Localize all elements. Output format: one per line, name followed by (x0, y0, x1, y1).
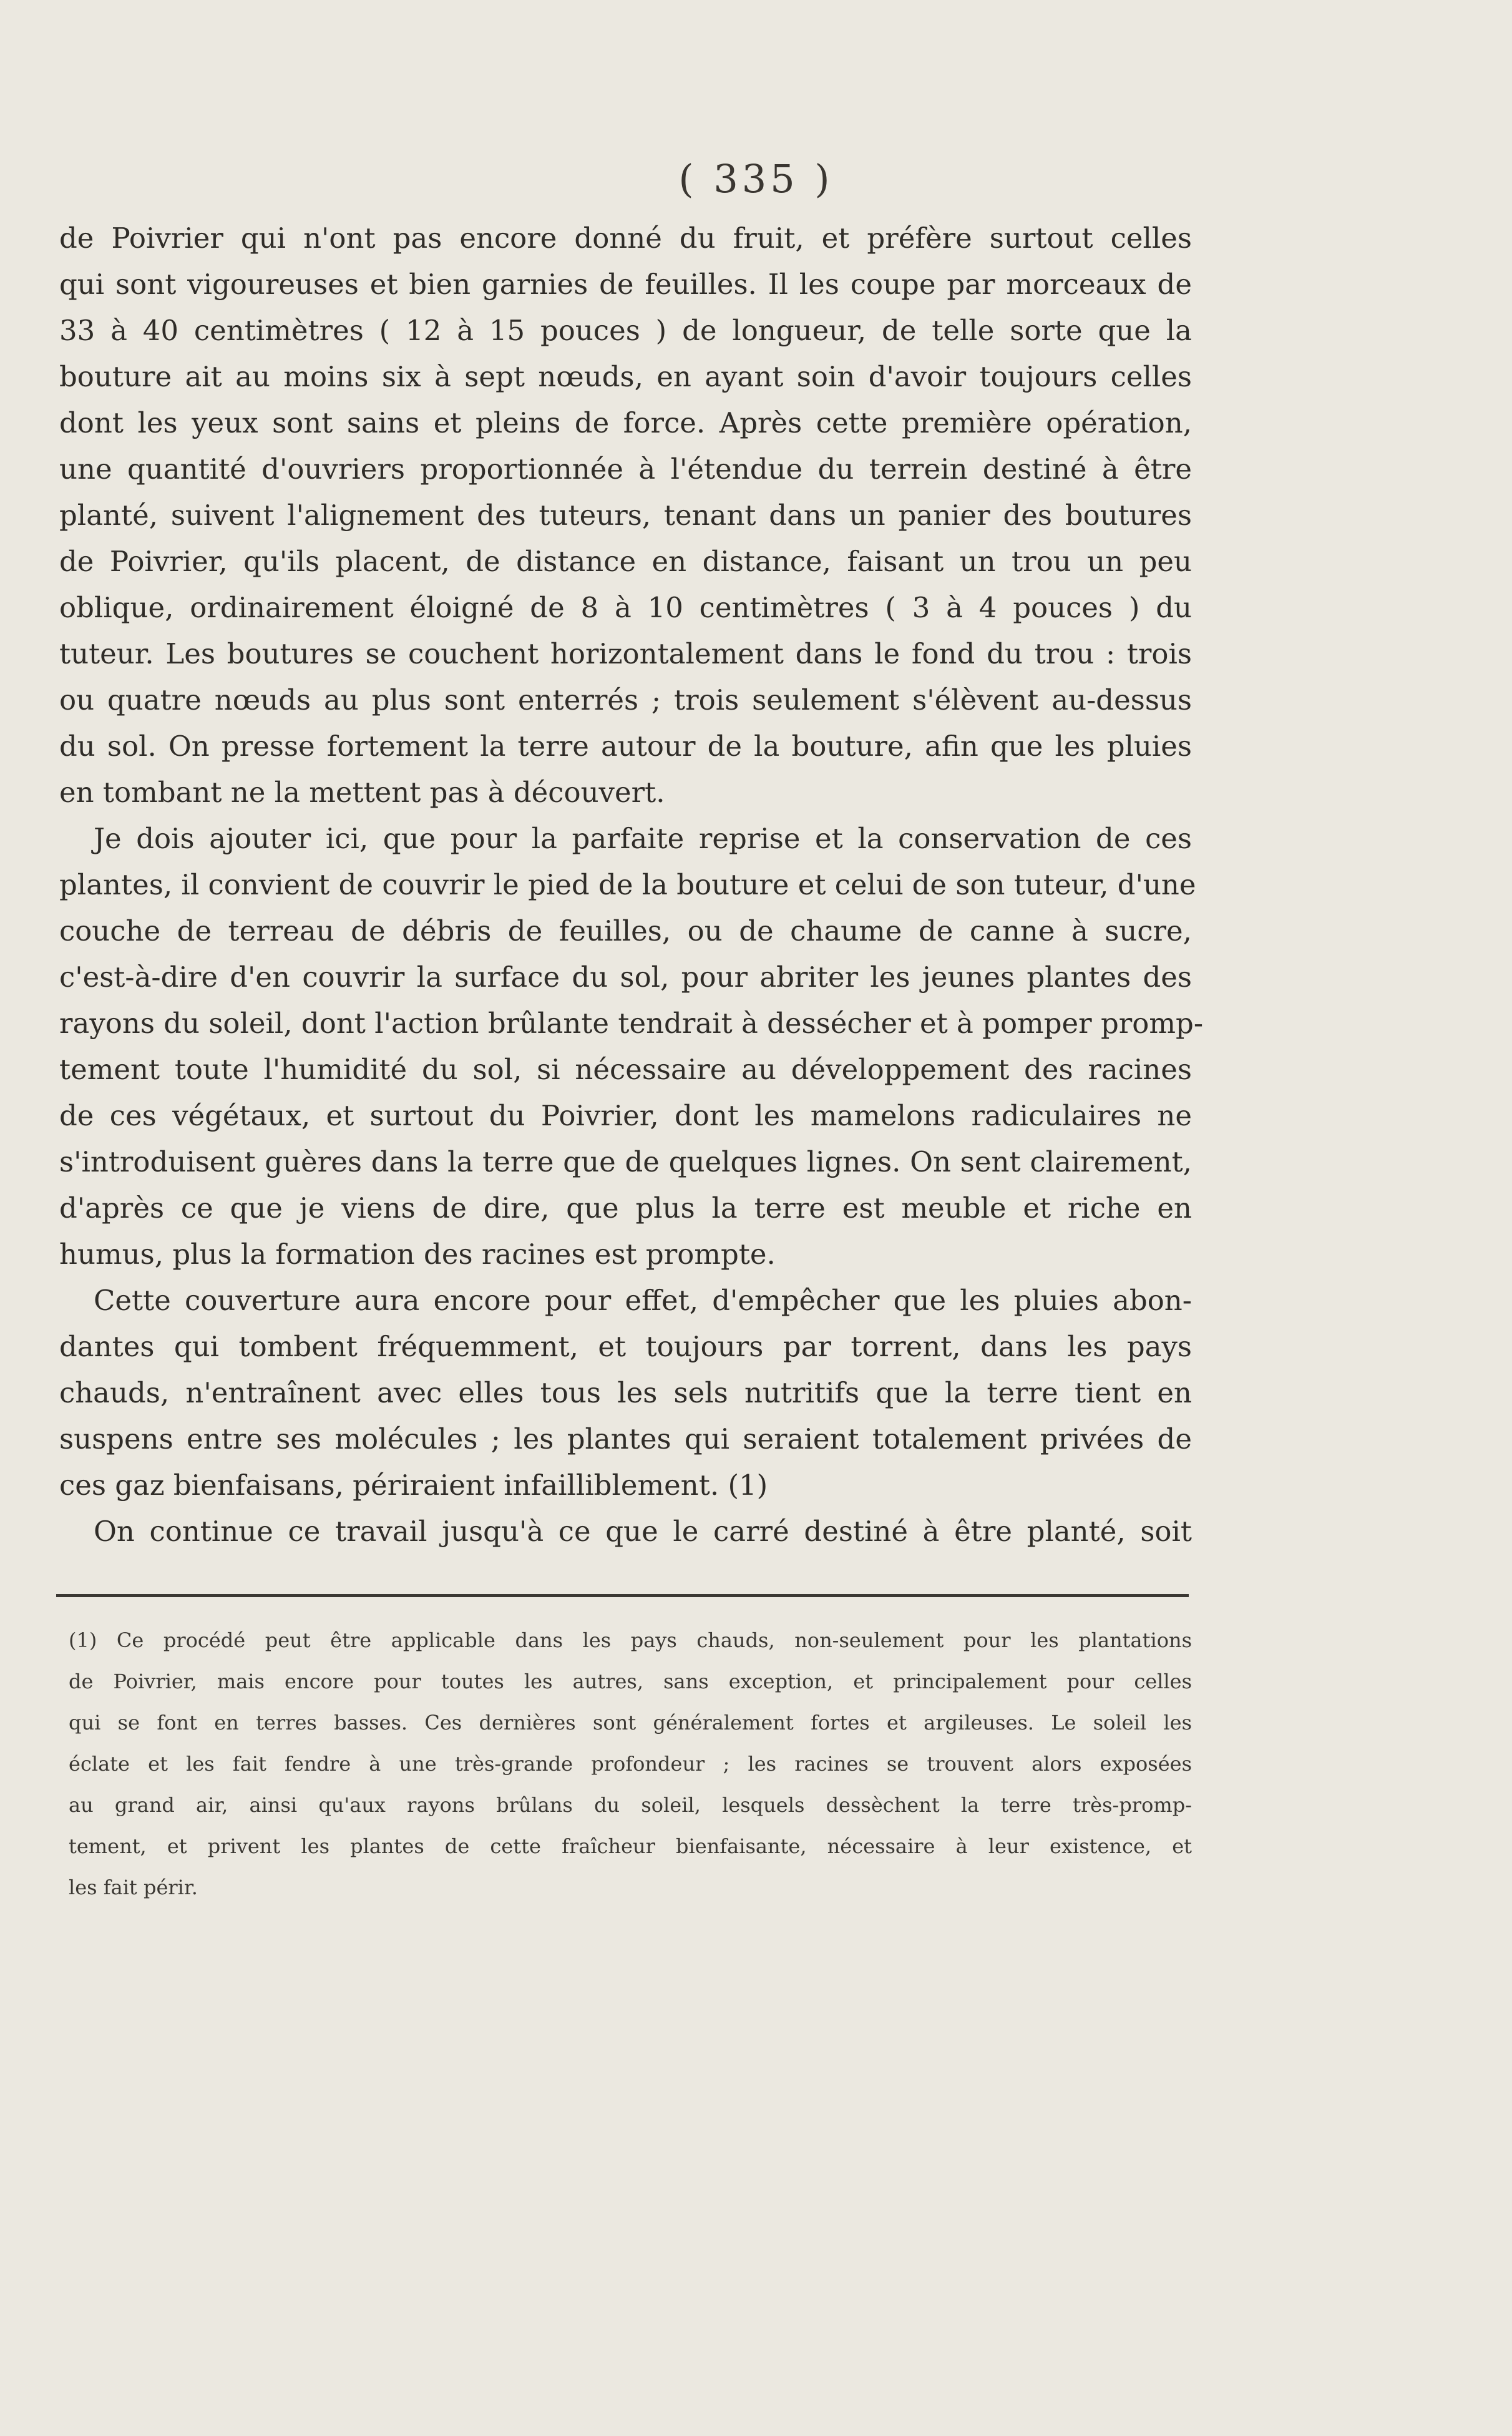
text-line: de Poivrier qui n'ont pas encore donné du fruit, et préfère surtout celles (59, 222, 1192, 255)
footnote-line: éclate et les fait fendre à une très-grande profondeur ; les racines se trouvent alors exposées (69, 1752, 1192, 1776)
text-line: oblique, ordinairement éloigné de 8 à 10 centimètres ( 3 à 4 pouces ) du (59, 591, 1192, 624)
body-text (59, 215, 1204, 1555)
text-line: chauds, n'entraînent avec elles tous les sels nutritifs que la terre tient en (59, 1376, 1192, 1409)
text-line: 33 à 40 centimètres ( 12 à 15 pouces ) de longueur, de telle sorte que la (59, 314, 1192, 347)
text-line: une quantité d'ouvriers proportionnée à l'étendue du terrein destiné à être (59, 452, 1192, 486)
text-line: s'introduisent guères dans la terre que de quelques lignes. On sent clairement, (59, 1145, 1192, 1178)
text-line: qui sont vigoureuses et bien garnies de feuilles. Il les coupe par morceaux de (59, 268, 1192, 301)
text-line: plantes, il convient de couvrir le pied de la bouture et celui de son tuteur, d'une (59, 868, 1196, 901)
footnote-line: tement, et privent les plantes de cette fraîcheur bienfaisante, nécessaire à leur existence, et (69, 1834, 1192, 1858)
paragraph-end-line: humus, plus la formation des racines est prompte. (59, 1238, 776, 1271)
text-line: c'est-à-dire d'en couvrir la surface du sol, pour abriter les jeunes plantes des (59, 961, 1192, 994)
footnote-line: qui se font en terres basses. Ces dernières sont généralement fortes et argileuses. Le soleil les (69, 1711, 1192, 1734)
text-line: du sol. On presse fortement la terre autour de la bouture, afin que les pluies (59, 730, 1192, 763)
paragraph-end-line: ces gaz bienfaisans, périraient infailliblement. (1) (59, 1469, 768, 1502)
text-line: rayons du soleil, dont l'action brûlante tendrait à dessécher et à pomper promp- (59, 1007, 1204, 1040)
text-line: tement toute l'humidité du sol, si nécessaire au développement des racines (59, 1053, 1192, 1086)
text-line: de Poivrier, qu'ils placent, de distance en distance, faisant un trou un peu (59, 545, 1192, 578)
footnote-line: au grand air, ainsi qu'aux rayons brûlans du soleil, lesquels dessèchent la terre très-promp- (69, 1793, 1192, 1817)
text-line: suspens entre ses molécules ; les plantes qui seraient totalement privées de (59, 1422, 1192, 1455)
text-line: bouture ait au moins six à sept nœuds, en ayant soin d'avoir toujours celles (59, 360, 1192, 393)
text-line: d'après ce que je viens de dire, que plus la terre est meuble et riche en (59, 1191, 1192, 1225)
paragraph-start-line: Je dois ajouter ici, que pour la parfaite reprise et la conservation de ces (94, 822, 1192, 855)
paragraph-end-line: en tombant ne la mettent pas à découvert. (59, 776, 665, 809)
text-line: tuteur. Les boutures se couchent horizontalement dans le fond du trou : trois (59, 637, 1192, 670)
paragraph-start-line: On continue ce travail jusqu'à ce que le carré destiné à être planté, soit (94, 1515, 1192, 1548)
text-line: dont les yeux sont sains et pleins de force. Après cette première opération, (59, 406, 1192, 439)
footnote-separator-rule (56, 1594, 1189, 1597)
text-line: couche de terreau de débris de feuilles, ou de chaume de canne à sucre, (59, 914, 1192, 947)
paragraph-start-line: Cette couverture aura encore pour effet, d'empêcher que les pluies abon- (94, 1284, 1192, 1317)
footnotes (69, 1620, 1192, 1908)
footnote-line: de Poivrier, mais encore pour toutes les autres, sans exception, et principalement pour celles (69, 1670, 1192, 1693)
text-line: de ces végétaux, et surtout du Poivrier, dont les mamelons radiculaires ne (59, 1099, 1192, 1132)
text-line: dantes qui tombent fréquemment, et toujours par torrent, dans les pays (59, 1330, 1192, 1363)
text-line: planté, suivent l'alignement des tuteurs, tenant dans un panier des boutures (59, 499, 1192, 532)
footnote-line: (1) Ce procédé peut être applicable dans les pays chauds, non-seulement pour les plantations (69, 1628, 1192, 1652)
page-number: ( 335 ) (678, 156, 834, 202)
footnote-line: les fait périr. (69, 1876, 198, 1899)
text-line: ou quatre nœuds au plus sont enterrés ; trois seulement s'élèvent au-dessus (59, 683, 1192, 717)
